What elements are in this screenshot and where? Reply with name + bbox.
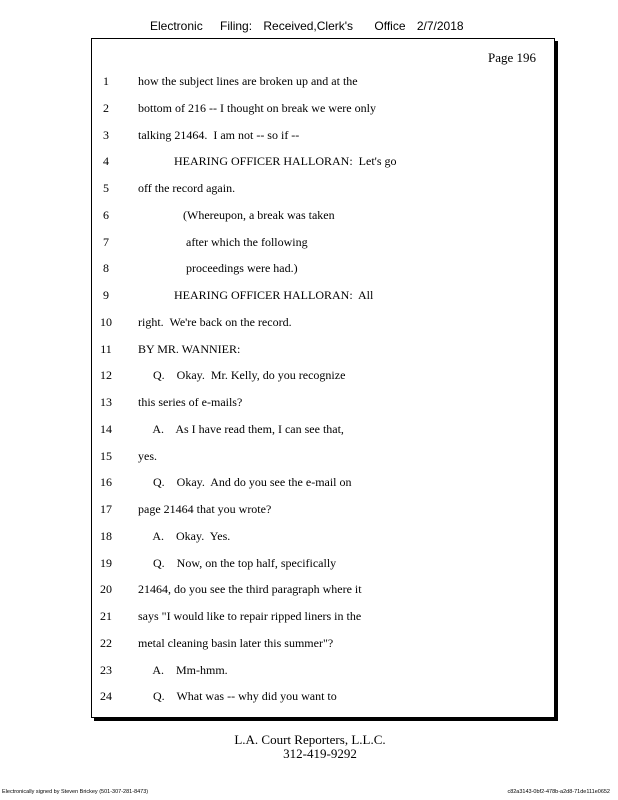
line-number: 17 xyxy=(100,502,112,516)
line-text: this series of e-mails? xyxy=(138,395,243,409)
line-number: 15 xyxy=(100,448,112,463)
filing-header-date: 2/7/2018 xyxy=(416,19,464,33)
court-reporter-phone: 312-419-9292 xyxy=(283,746,357,761)
line-number: 3 xyxy=(103,127,109,142)
line-number: 10 xyxy=(100,314,112,329)
line-text: HEARING OFFICER HALLORAN: All xyxy=(138,288,374,302)
filing-header-part: Filing: xyxy=(220,19,253,33)
line-text: HEARING OFFICER HALLORAN: Let's go xyxy=(138,154,397,169)
line-number: 18 xyxy=(100,528,112,543)
line-text: metal cleaning basin later this summer"? xyxy=(138,635,334,650)
line-text: says "I would like to repair ripped liners in the xyxy=(138,609,362,623)
line-number: 2 xyxy=(103,100,109,115)
line-text: Q. What was -- why did you want to xyxy=(138,689,337,704)
line-number: 14 xyxy=(100,421,112,436)
line-text: A. Okay. Yes. xyxy=(138,528,231,543)
court-reporter-name: L.A. Court Reporters, L.L.C. xyxy=(234,732,386,747)
line-text: off the record again. xyxy=(138,181,236,195)
line-text: 21464, do you see the third paragraph where it xyxy=(138,582,362,597)
line-text: A. Mm-hmm. xyxy=(138,662,228,677)
line-number: 1 xyxy=(103,74,109,88)
line-number: 20 xyxy=(100,582,112,597)
line-text: (Whereupon, a break was taken xyxy=(138,207,335,222)
line-number: 13 xyxy=(100,395,112,409)
filing-header-part: Electronic xyxy=(150,19,203,33)
line-text: yes. xyxy=(138,448,157,463)
line-number: 6 xyxy=(103,207,109,222)
line-number: 11 xyxy=(100,341,112,356)
line-text: talking 21464. I am not -- so if -- xyxy=(138,127,300,142)
line-number: 24 xyxy=(100,689,112,704)
line-text: BY MR. WANNIER: xyxy=(138,341,241,356)
line-number: 19 xyxy=(100,555,112,570)
line-text: page 21464 that you wrote? xyxy=(138,502,272,516)
line-number: 12 xyxy=(100,368,112,383)
line-text: how the subject lines are broken up and at the xyxy=(138,74,358,88)
filing-stamp-header xyxy=(150,19,464,33)
line-text: proceedings were had.) xyxy=(138,261,298,276)
line-number: 5 xyxy=(103,181,109,195)
document-hash: c82a3143-0bf2-478b-a2d8-71de111e0652 xyxy=(507,789,610,795)
line-text: A. As I have read them, I can see that, xyxy=(138,421,344,436)
line-text: bottom of 216 -- I thought on break we were only xyxy=(138,100,376,115)
line-number: 22 xyxy=(100,635,112,650)
filing-header-part: Received,Clerk's xyxy=(263,19,354,33)
line-number: 8 xyxy=(103,261,109,276)
line-number: 16 xyxy=(100,475,112,490)
line-text: after which the following xyxy=(138,234,308,249)
page-number: Page 196 xyxy=(488,50,537,65)
line-text: right. We're back on the record. xyxy=(138,314,292,329)
line-number: 23 xyxy=(100,662,112,677)
line-number: 4 xyxy=(103,154,109,169)
filing-header-part: Office xyxy=(374,19,406,33)
line-number: 21 xyxy=(100,609,112,623)
line-text: Q. Now, on the top half, specifically xyxy=(138,555,337,570)
line-text: Q. Okay. And do you see the e-mail on xyxy=(138,475,352,490)
electronic-signature: Electronically signed by Steven Brickey (501-307-281-8473) xyxy=(2,789,149,795)
line-number: 7 xyxy=(103,234,109,249)
line-text: Q. Okay. Mr. Kelly, do you recognize xyxy=(138,368,346,383)
line-number: 9 xyxy=(103,288,109,302)
